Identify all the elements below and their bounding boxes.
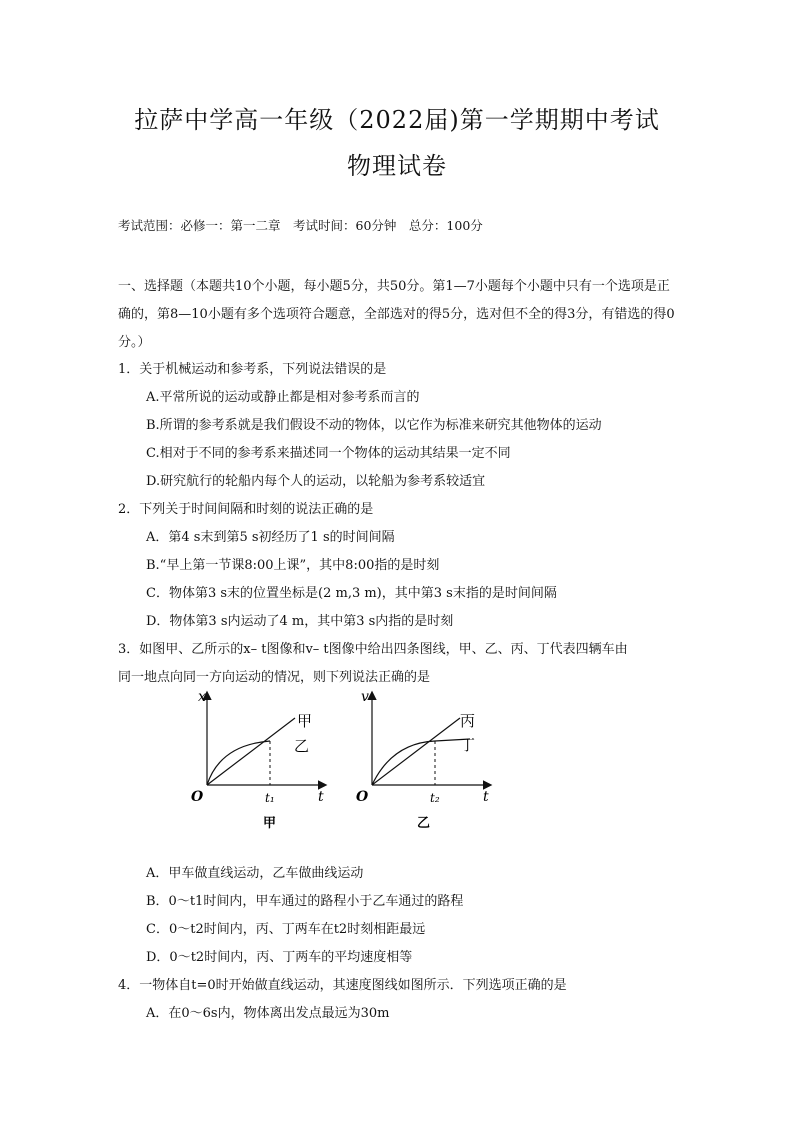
- question-3-stem-line1: 3．如图甲、乙所示的x– t图像和v– t图像中给出四条图线，甲、乙、丙、丁代表四辆车由: [118, 642, 628, 657]
- right-curve-label-ding: 丁: [460, 736, 476, 754]
- q1-option-b: B.所谓的参考系就是我们假设不动的物体，以它作为标准来研究其他物体的运动: [146, 418, 602, 433]
- exam-title: 拉萨中学高一年级（2022届)第一学期期中考试: [134, 106, 660, 134]
- question-2-stem: 2．下列关于时间间隔和时刻的说法正确的是: [118, 502, 374, 517]
- right-graph: [356, 689, 490, 831]
- right-y-label: v: [361, 689, 369, 705]
- exam-subtitle: 物理试卷: [347, 152, 447, 180]
- question-4-stem: 4．一物体自t=0时开始做直线运动，其速度图线如图所示．下列选项正确的是: [118, 978, 567, 993]
- left-x-label: t: [318, 789, 324, 805]
- right-straight-line: [372, 718, 460, 785]
- section-heading: 一、选择题（本题共10个小题，每小题5分，共50分。第1—7小题每个小题中只有一个选项是正确的，第8—10小题有多个选项符合题意，全部选对的得5分，选对但不全的得3分，有错选的得0分。）: [118, 279, 675, 350]
- right-tick-t2: t₂: [430, 791, 440, 805]
- right-origin-label: O: [356, 789, 369, 805]
- motion-graphs-figure: [180, 683, 510, 833]
- left-line-label-jia: 甲: [297, 712, 313, 730]
- q1-option-d: D.研究航行的轮船内每个人的运动，以轮船为参考系较适宜: [146, 474, 486, 489]
- left-caption: 甲: [263, 816, 277, 831]
- exam-meta: 考试范围：必修一：第一二章 考试时间：60分钟 总分：100分: [118, 218, 483, 233]
- q2-option-b: B.“早上第一节课8:00上课”，其中8:00指的是时刻: [146, 558, 440, 573]
- question-1-stem: 1．关于机械运动和参考系，下列说法错误的是: [118, 362, 387, 377]
- q2-option-c: C．物体第3 s末的位置坐标是(2 m,3 m)，其中第3 s末指的是时间间隔: [146, 586, 557, 601]
- left-curve-label-yi: 乙: [294, 737, 310, 755]
- question-3-stem-line2: 同一地点向同一方向运动的情况，则下列说法正确的是: [118, 670, 431, 685]
- q3-option-a: A．甲车做直线运动，乙车做曲线运动: [146, 866, 364, 881]
- motion-graphs-svg: [180, 683, 510, 833]
- q2-option-d: D．物体第3 s内运动了4 m，其中第3 s内指的是时刻: [146, 614, 454, 629]
- left-tick-t1: t₁: [265, 791, 275, 805]
- right-curve: [372, 739, 470, 785]
- left-y-label: x: [198, 689, 206, 705]
- right-caption: 乙: [417, 816, 431, 831]
- q3-option-d: D．0～t2时间内，丙、丁两车的平均速度相等: [146, 950, 413, 965]
- q1-option-a: A.平常所说的运动或静止都是相对参考系而言的: [146, 390, 420, 405]
- q4-option-a: A．在0～6s内，物体离出发点最远为30m: [146, 1006, 390, 1021]
- q2-option-a: A．第4 s末到第5 s初经历了1 s的时间间隔: [146, 530, 395, 545]
- left-origin-label: O: [191, 789, 204, 805]
- left-graph: [191, 689, 325, 831]
- q1-option-c: C.相对于不同的参考系来描述同一个物体的运动其结果一定不同: [146, 446, 511, 461]
- left-straight-line: [207, 718, 295, 785]
- right-x-label: t: [483, 789, 489, 805]
- right-line-label-bing: 丙: [460, 712, 476, 730]
- q3-option-b: B．0～t1时间内，甲车通过的路程小于乙车通过的路程: [146, 894, 464, 909]
- q3-option-c: C．0～t2时间内，丙、丁两车在t2时刻相距最远: [146, 922, 426, 937]
